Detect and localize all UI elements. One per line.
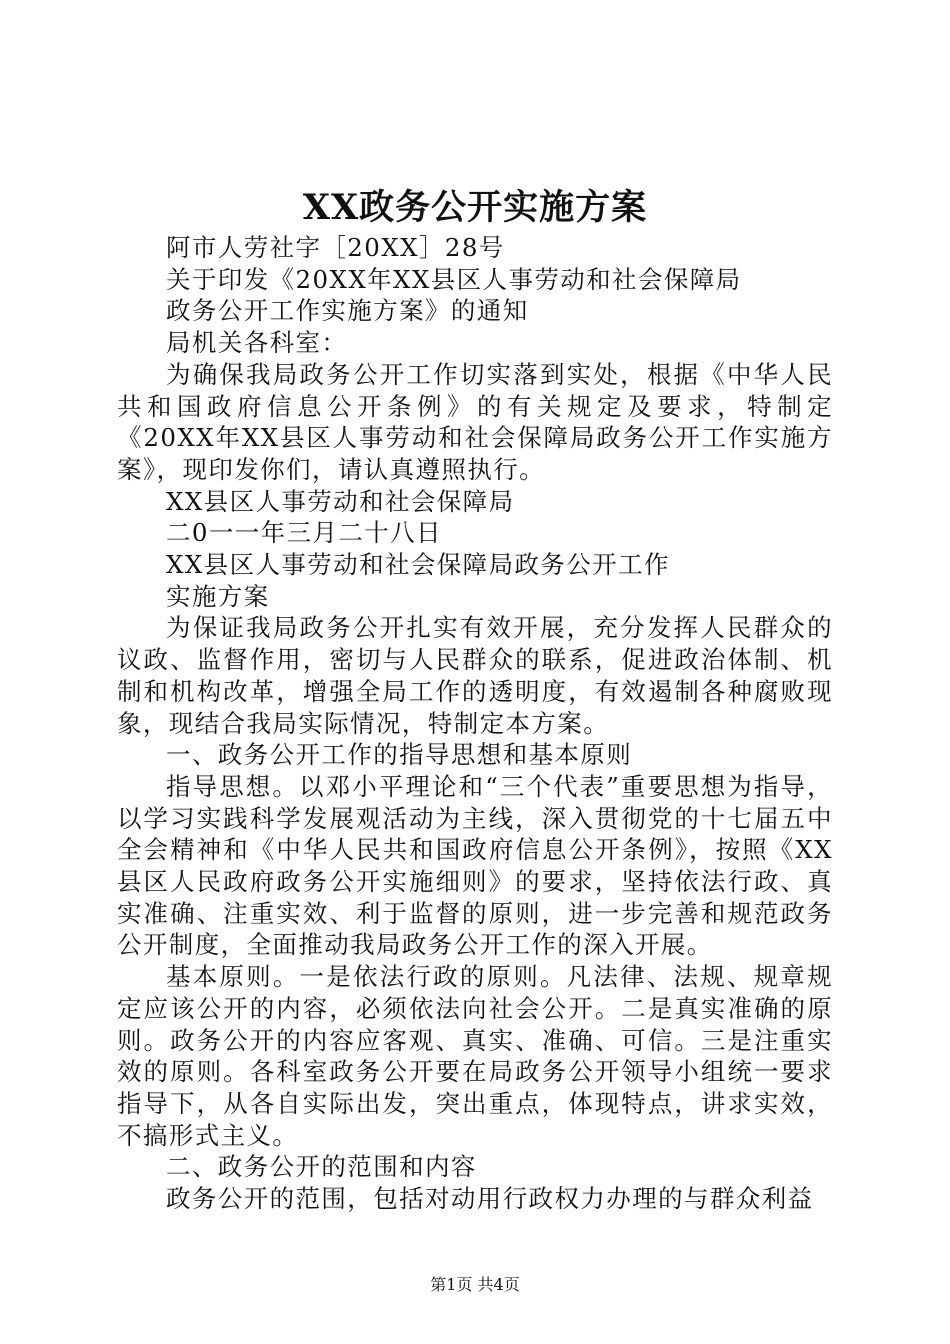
section-heading-1: 一、政务公开工作的指导思想和基本原则	[166, 740, 633, 770]
document-title: XX政务公开实施方案	[302, 187, 648, 228]
section-heading-2: 二、政务公开的范围和内容	[166, 1152, 477, 1182]
plan-intro-paragraph: 为保证我局政务公开扎实有效开展，充分发挥人民群众的议政、监督作用，密切与人民群众的联系，促进政治体制、机制和机构改革，增强全局工作的透明度，有效遏制各种腐败现象，现结合我局实际情况，特制定本方案。	[117, 613, 833, 738]
scope-paragraph: 政务公开的范围，包括对动用行政权力办理的与群众利益	[166, 1184, 814, 1214]
issue-date: 二0一一年三月二十八日	[166, 518, 442, 548]
notice-body-paragraph: 为确保我局政务公开工作切实落到实处，根据《中华人民共和国政府信息公开条例》的有关规定及要求，特制定《20XX年XX县区人事劳动和社会保障局政务公开工作实施方案》，现印发你们，请认真遵照执行。	[117, 359, 833, 484]
notice-heading-line-1: 关于印发《20XX年XX县区人事劳动和社会保障局	[166, 264, 742, 294]
document-body	[117, 232, 833, 1215]
page-footer: 第1页 共4页	[430, 1275, 520, 1294]
basic-principles-paragraph: 基本原则。一是依法行政的原则。凡法律、法规、规章规定应该公开的内容，必须依法向社会公开。二是真实准确的原则。政务公开的内容应客观、真实、准确、可信。三是注重实效的原则。各科室政务公开要在局政务公开领导小组统一要求指导下，从各自实际出发，突出重点，体现特点，讲求实效，不搞形式主义。	[117, 962, 833, 1150]
issuing-organization: XX县区人事劳动和社会保障局	[166, 486, 515, 516]
guiding-thought-paragraph: 指导思想。以邓小平理论和“三个代表”重要思想为指导，以学习实践科学发展观活动为主线，深入贯彻党的十七届五中全会精神和《中华人民共和国政府信息公开条例》，按照《XX县区人民政府政务公开实施细则》的要求，坚持依法行政、真实准确、注重实效、利于监督的原则，进一步完善和规范政务公开制度，全面推动我局政务公开工作的深入开展。	[117, 771, 833, 960]
plan-heading-line-1: XX县区人事劳动和社会保障局政务公开工作	[166, 550, 670, 580]
addressee: 局机关各科室：	[166, 328, 348, 358]
doc-number: 阿市人劳社字［20XX］28号	[166, 233, 505, 262]
notice-heading-line-2: 政务公开工作实施方案》的通知	[166, 296, 529, 326]
plan-heading-line-2: 实施方案	[166, 581, 270, 611]
